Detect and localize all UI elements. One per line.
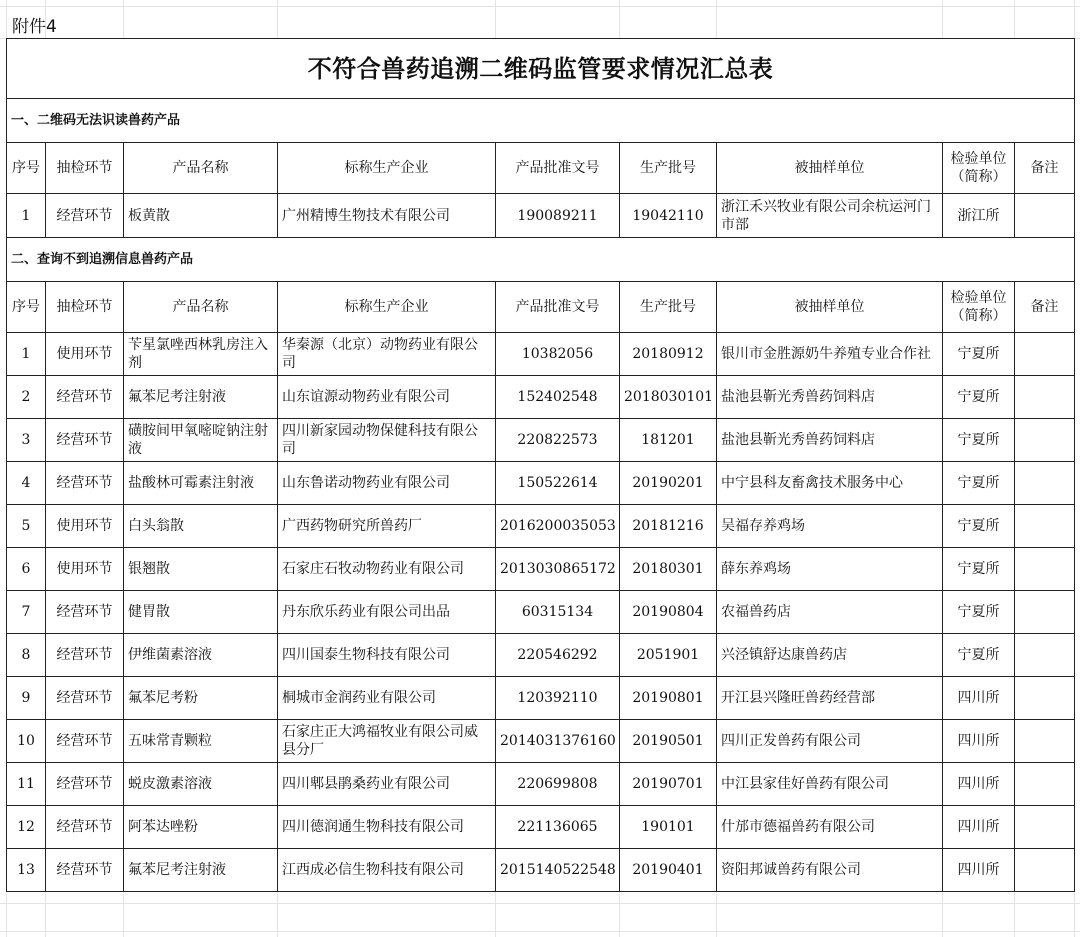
table-cell: 2015140522548 <box>496 849 620 892</box>
table-cell: 农福兽药店 <box>717 591 943 634</box>
table-cell: 吴福存养鸡场 <box>717 505 943 548</box>
table-cell: 宁夏所 <box>943 419 1015 462</box>
table-cell: 山东谊源动物药业有限公司 <box>278 376 496 419</box>
attachment-label: 附件4 <box>12 17 57 37</box>
table-cell: 中宁县科友畜禽技术服务中心 <box>717 462 943 505</box>
header-row <box>7 282 1075 333</box>
table-cell: 盐池县靳光秀兽药饲料店 <box>717 376 943 419</box>
table-cell: 10382056 <box>496 333 620 376</box>
table-cell: 12 <box>7 806 46 849</box>
table-cell: 20190804 <box>620 591 717 634</box>
table-cell: 宁夏所 <box>943 505 1015 548</box>
header-cell: 产品名称 <box>124 143 278 194</box>
table-cell <box>1015 333 1075 376</box>
table-cell: 石家庄石牧动物药业有限公司 <box>278 548 496 591</box>
table-cell: 蜕皮激素溶液 <box>124 763 278 806</box>
header-cell: 序号 <box>7 143 46 194</box>
table-cell: 20190201 <box>620 462 717 505</box>
table-cell: 181201 <box>620 419 717 462</box>
header-cell: 被抽样单位 <box>717 282 943 333</box>
table-row <box>7 333 1075 376</box>
header-cell: 产品名称 <box>124 282 278 333</box>
table-cell: 四川德润通生物科技有限公司 <box>278 806 496 849</box>
table-cell <box>1015 677 1075 720</box>
table-cell <box>1015 720 1075 763</box>
table-row <box>7 462 1075 505</box>
table-row <box>7 548 1075 591</box>
table-cell: 9 <box>7 677 46 720</box>
table-cell: 磺胺间甲氧嘧啶钠注射液 <box>124 419 278 462</box>
table-cell: 150522614 <box>496 462 620 505</box>
table-cell: 广西药物研究所兽药厂 <box>278 505 496 548</box>
table-cell: 8 <box>7 634 46 677</box>
header-cell: 抽检环节 <box>46 282 124 333</box>
header-cell: 被抽样单位 <box>717 143 943 194</box>
table-cell: 5 <box>7 505 46 548</box>
table-cell: 浙江禾兴牧业有限公司余杭运河门市部 <box>717 194 943 238</box>
table-cell: 板黄散 <box>124 194 278 238</box>
table-cell: 19042110 <box>620 194 717 238</box>
table-cell: 氟苯尼考注射液 <box>124 849 278 892</box>
table-row <box>7 634 1075 677</box>
table-cell: 4 <box>7 462 46 505</box>
table-cell: 1 <box>7 194 46 238</box>
table-cell <box>1015 548 1075 591</box>
table-cell: 四川正发兽药有限公司 <box>717 720 943 763</box>
table-cell: 盐酸林可霉素注射液 <box>124 462 278 505</box>
table-cell: 四川新家园动物保健科技有限公司 <box>278 419 496 462</box>
table-cell: 经营环节 <box>46 376 124 419</box>
table-cell: 2018030101 <box>620 376 717 419</box>
table-cell: 10 <box>7 720 46 763</box>
table-cell: 使用环节 <box>46 548 124 591</box>
header-row <box>7 143 1075 194</box>
table-cell: 四川郫县鹃桑药业有限公司 <box>278 763 496 806</box>
table-cell: 石家庄正大鸿福牧业有限公司威县分厂 <box>278 720 496 763</box>
table-cell <box>1015 505 1075 548</box>
table-cell: 四川所 <box>943 849 1015 892</box>
header-cell: 生产批号 <box>620 143 717 194</box>
table-cell: 健胃散 <box>124 591 278 634</box>
table-cell: 经营环节 <box>46 763 124 806</box>
table-cell: 6 <box>7 548 46 591</box>
table-cell: 五味常青颗粒 <box>124 720 278 763</box>
table-cell: 220822573 <box>496 419 620 462</box>
table-cell: 使用环节 <box>46 333 124 376</box>
table-cell: 20181216 <box>620 505 717 548</box>
table-cell: 浙江所 <box>943 194 1015 238</box>
table-cell: 四川所 <box>943 763 1015 806</box>
table-cell: 20180912 <box>620 333 717 376</box>
table-cell: 丹东欣乐药业有限公司出品 <box>278 591 496 634</box>
table-cell: 资阳邦诚兽药有限公司 <box>717 849 943 892</box>
table-row <box>7 194 1075 238</box>
table-cell: 60315134 <box>496 591 620 634</box>
table-cell: 薛东养鸡场 <box>717 548 943 591</box>
table-cell: 11 <box>7 763 46 806</box>
table-row <box>7 849 1075 892</box>
table-cell: 宁夏所 <box>943 548 1015 591</box>
table-cell: 江西成必信生物科技有限公司 <box>278 849 496 892</box>
table-cell: 经营环节 <box>46 194 124 238</box>
header-cell: 备注 <box>1015 143 1075 194</box>
table-cell: 2014031376160 <box>496 720 620 763</box>
table-cell: 山东鲁诺动物药业有限公司 <box>278 462 496 505</box>
table-cell: 152402548 <box>496 376 620 419</box>
table-cell: 宁夏所 <box>943 376 1015 419</box>
table-cell: 2013030865172 <box>496 548 620 591</box>
table-cell: 兴泾镇舒达康兽药店 <box>717 634 943 677</box>
table-cell: 2 <box>7 376 46 419</box>
table-cell: 20180301 <box>620 548 717 591</box>
section-heading-no-trace-info: 二、查询不到追溯信息兽药产品 <box>7 238 1075 282</box>
table-cell: 经营环节 <box>46 849 124 892</box>
table-cell: 氟苯尼考粉 <box>124 677 278 720</box>
table-cell: 宁夏所 <box>943 333 1015 376</box>
table-cell <box>1015 634 1075 677</box>
table-cell <box>1015 849 1075 892</box>
table-cell: 银川市金胜源奶牛养殖专业合作社 <box>717 333 943 376</box>
table-cell <box>1015 591 1075 634</box>
table-cell: 宁夏所 <box>943 462 1015 505</box>
table-cell: 120392110 <box>496 677 620 720</box>
table-cell: 经营环节 <box>46 462 124 505</box>
table-row <box>7 720 1075 763</box>
table-cell: 四川所 <box>943 806 1015 849</box>
table-row <box>7 419 1075 462</box>
table-cell: 盐池县靳光秀兽药饲料店 <box>717 419 943 462</box>
table-cell: 20190401 <box>620 849 717 892</box>
table-cell: 四川所 <box>943 677 1015 720</box>
table-cell: 使用环节 <box>46 505 124 548</box>
table-cell: 四川所 <box>943 720 1015 763</box>
header-cell: 产品批准文号 <box>496 143 620 194</box>
table-cell: 经营环节 <box>46 677 124 720</box>
table-row <box>7 763 1075 806</box>
table-title: 不符合兽药追溯二维码监管要求情况汇总表 <box>7 39 1075 99</box>
header-cell: 备注 <box>1015 282 1075 333</box>
header-cell: 抽检环节 <box>46 143 124 194</box>
table-cell: 白头翁散 <box>124 505 278 548</box>
section-heading-unreadable-qr: 一、二维码无法识读兽药产品 <box>7 99 1075 143</box>
table-cell: 220546292 <box>496 634 620 677</box>
table-cell: 20190801 <box>620 677 717 720</box>
header-cell: 生产批号 <box>620 282 717 333</box>
table-cell: 经营环节 <box>46 591 124 634</box>
table-cell: 1 <box>7 333 46 376</box>
table-cell: 什邡市德福兽药有限公司 <box>717 806 943 849</box>
table-cell: 13 <box>7 849 46 892</box>
header-cell: 序号 <box>7 282 46 333</box>
header-cell: 标称生产企业 <box>278 143 496 194</box>
table-cell <box>1015 763 1075 806</box>
table-cell: 经营环节 <box>46 806 124 849</box>
table-cell: 宁夏所 <box>943 591 1015 634</box>
table-cell <box>1015 376 1075 419</box>
table-cell: 经营环节 <box>46 720 124 763</box>
table-cell: 3 <box>7 419 46 462</box>
table-cell: 经营环节 <box>46 634 124 677</box>
table-cell <box>1015 419 1075 462</box>
table-cell: 开江县兴隆旺兽药经营部 <box>717 677 943 720</box>
header-cell: 标称生产企业 <box>278 282 496 333</box>
table-cell: 四川国泰生物科技有限公司 <box>278 634 496 677</box>
table-cell: 经营环节 <box>46 419 124 462</box>
header-cell: 产品批准文号 <box>496 282 620 333</box>
table-cell: 华秦源（北京）动物药业有限公司 <box>278 333 496 376</box>
table-cell: 20190501 <box>620 720 717 763</box>
table-row <box>7 591 1075 634</box>
table-cell: 2016200035053 <box>496 505 620 548</box>
summary-table <box>6 38 1075 892</box>
table-cell <box>1015 462 1075 505</box>
table-row <box>7 376 1075 419</box>
table-cell: 阿苯达唑粉 <box>124 806 278 849</box>
table-cell: 苄星氯唑西林乳房注入剂 <box>124 333 278 376</box>
table-cell <box>1015 194 1075 238</box>
table-cell: 190101 <box>620 806 717 849</box>
table-cell: 中江县家佳好兽药有限公司 <box>717 763 943 806</box>
table-cell: 221136065 <box>496 806 620 849</box>
table-cell: 伊维菌素溶液 <box>124 634 278 677</box>
table-cell: 宁夏所 <box>943 634 1015 677</box>
table-cell: 20190701 <box>620 763 717 806</box>
table-cell: 广州精博生物技术有限公司 <box>278 194 496 238</box>
header-cell: 检验单位（简称） <box>943 282 1015 333</box>
table-cell: 220699808 <box>496 763 620 806</box>
header-cell: 检验单位（简称） <box>943 143 1015 194</box>
table-cell <box>1015 806 1075 849</box>
table-row <box>7 806 1075 849</box>
table-cell: 氟苯尼考注射液 <box>124 376 278 419</box>
table-cell: 桐城市金润药业有限公司 <box>278 677 496 720</box>
table-row <box>7 677 1075 720</box>
table-cell: 银翘散 <box>124 548 278 591</box>
table-cell: 190089211 <box>496 194 620 238</box>
table-cell: 7 <box>7 591 46 634</box>
table-row <box>7 505 1075 548</box>
table-cell: 2051901 <box>620 634 717 677</box>
